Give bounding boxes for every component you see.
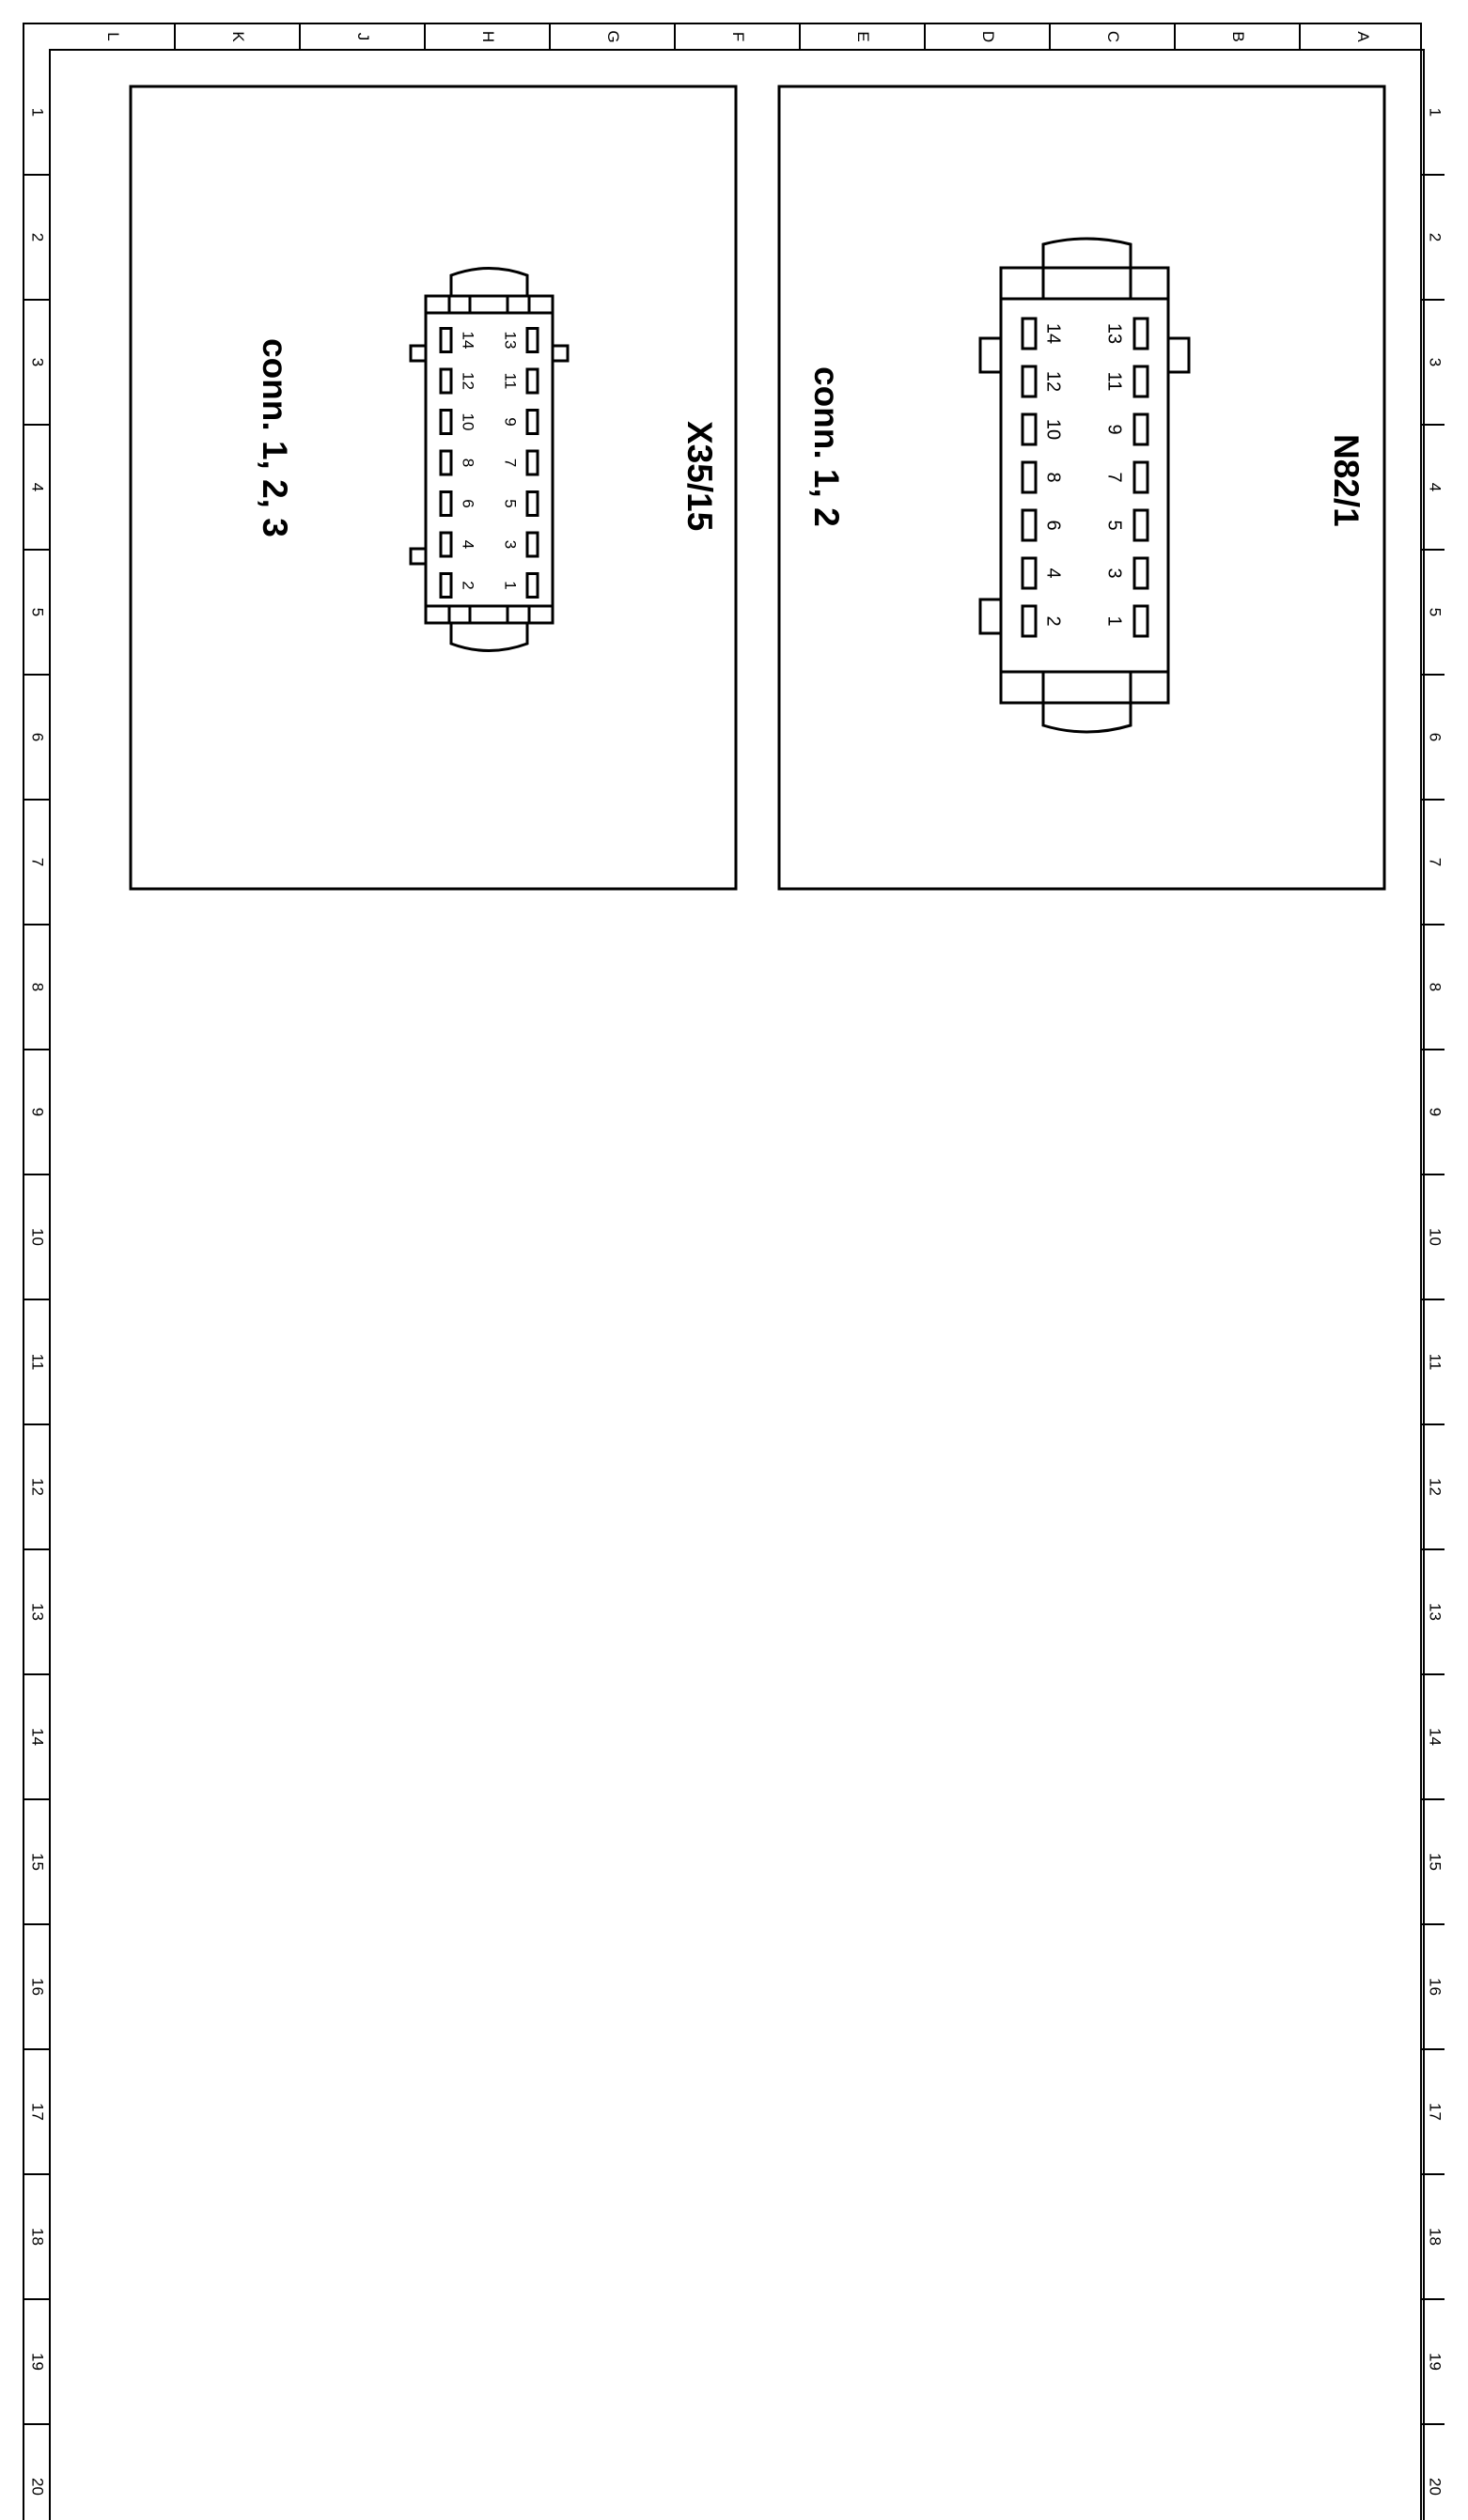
pin-cavity <box>1134 414 1148 444</box>
connector-key-top <box>411 346 426 361</box>
pin-cavity <box>527 533 538 556</box>
pin-number: 3 <box>1103 568 1125 579</box>
panel-x35-15 <box>131 86 736 889</box>
pin-number: 12 <box>459 372 477 390</box>
connector-n82-1 <box>980 239 1189 732</box>
pin-cavity <box>441 329 451 352</box>
pin-number: 1 <box>501 581 520 590</box>
row-zone-label-left: 2 <box>28 232 47 242</box>
pin-cavity <box>441 574 451 598</box>
connector-key-bottom <box>411 549 426 564</box>
row-zone-label-right: 1 <box>1426 107 1445 117</box>
connector-key-right <box>1168 338 1189 372</box>
pin-number: 3 <box>501 539 520 550</box>
row-zone-label-left: 5 <box>28 607 47 617</box>
zone-grid-ticks <box>23 23 1445 2424</box>
connector-bottom-latch <box>1043 703 1131 732</box>
pin-cavity <box>1023 319 1036 349</box>
connector-top-latch <box>1043 239 1131 268</box>
pin-cavity <box>1134 606 1148 636</box>
connector-body <box>1001 268 1168 703</box>
pin-cavity <box>1134 510 1148 540</box>
pin-number: 14 <box>1042 322 1064 345</box>
pin-cavity <box>441 411 451 434</box>
row-zone-label-left: 11 <box>28 1353 47 1371</box>
pin-labels-outer <box>1104 323 1125 627</box>
row-zone-label-left: 18 <box>28 2228 47 2246</box>
row-zone-label-right: 18 <box>1426 2228 1445 2246</box>
connector-top-latch <box>451 269 527 297</box>
pin-cavity <box>1023 606 1036 636</box>
pin-number: 1 <box>1103 615 1125 627</box>
pin-labels-outer <box>502 332 520 590</box>
pin-cavity <box>1134 319 1148 349</box>
row-zone-label-right: 6 <box>1426 732 1445 742</box>
pin-number: 12 <box>1042 370 1064 393</box>
pin-cavity <box>527 451 538 474</box>
row-zone-label-right: 19 <box>1426 2353 1445 2371</box>
panel-n82-1-title: N82/1 <box>1327 434 1366 527</box>
row-zone-label-right: 2 <box>1426 232 1445 242</box>
pin-cavity <box>1023 414 1036 444</box>
pin-cavity <box>527 369 538 393</box>
pin-cavity <box>1023 366 1036 397</box>
pin-cavity <box>441 451 451 474</box>
pin-number: 2 <box>1042 615 1064 627</box>
row-zone-label-left: 19 <box>28 2353 47 2371</box>
row-zone-label-left: 14 <box>28 1728 47 1746</box>
pin-cavity <box>527 574 538 598</box>
pin-number: 8 <box>459 458 477 468</box>
row-zone-label-left: 17 <box>28 2103 47 2121</box>
panel-x35-15-subtitle: conn. 1, 2, 3 <box>256 338 294 537</box>
column-zone-label: F <box>729 31 748 42</box>
row-zone-label-left: 1 <box>28 107 47 117</box>
row-zone-label-right: 5 <box>1426 607 1445 617</box>
column-zone-label: H <box>479 30 498 43</box>
row-zone-label-left: 6 <box>28 732 47 742</box>
pin-cavity <box>441 369 451 393</box>
row-zone-label-right: 11 <box>1426 1353 1445 1371</box>
pin-cavity <box>441 492 451 516</box>
row-zone-label-right: 10 <box>1426 1228 1445 1246</box>
connector-top-window <box>470 296 508 313</box>
column-zone-label: C <box>1104 30 1123 43</box>
pin-number: 6 <box>1042 520 1064 531</box>
column-zone-label: E <box>854 31 873 42</box>
pin-number: 2 <box>459 581 477 590</box>
pin-cavity <box>527 492 538 516</box>
row-zone-label-left: 12 <box>28 1478 47 1496</box>
pin-labels-inner <box>1043 323 1064 627</box>
row-zone-label-left: 15 <box>28 1853 47 1871</box>
panel-x35-15-frame <box>131 86 736 889</box>
pin-cavity <box>1134 462 1148 492</box>
panel-n82-1-subtitle: conn. 1, 2 <box>807 366 846 527</box>
row-zone-label-right: 9 <box>1426 1107 1445 1117</box>
pin-cavity <box>441 533 451 556</box>
row-zone-label-right: 7 <box>1426 857 1445 867</box>
row-zone-label-left: 3 <box>28 357 47 367</box>
panel-x35-15-title: X35/15 <box>680 421 719 532</box>
row-zone-label-right: 16 <box>1426 1978 1445 1996</box>
pin-number: 6 <box>459 499 477 508</box>
pin-cavity <box>1134 366 1148 397</box>
pin-number: 5 <box>501 499 520 508</box>
pin-labels-inner <box>460 332 477 590</box>
pin-cavity <box>1023 462 1036 492</box>
pin-number: 13 <box>1103 322 1125 345</box>
pin-number: 5 <box>1103 520 1125 531</box>
connector-key-bottom <box>980 599 1001 633</box>
connector-key-top <box>980 338 1001 372</box>
connector-bottom-latch <box>451 623 527 651</box>
row-zone-label-right: 12 <box>1426 1478 1445 1496</box>
pin-number: 7 <box>501 458 520 468</box>
column-zone-label: K <box>229 31 248 42</box>
pin-number: 11 <box>501 372 520 390</box>
sheet-outer-border <box>23 23 1421 2520</box>
column-zone-labels <box>104 30 1372 42</box>
row-zone-label-right: 3 <box>1426 357 1445 367</box>
column-zone-label: G <box>604 30 623 43</box>
row-zone-label-right: 17 <box>1426 2103 1445 2121</box>
pin-cavity <box>1023 558 1036 588</box>
pin-cavity <box>527 411 538 434</box>
row-zone-label-left: 20 <box>28 2478 47 2496</box>
pin-number: 9 <box>501 417 520 427</box>
pin-cavity <box>1023 510 1036 540</box>
row-zone-label-right: 13 <box>1426 1603 1445 1621</box>
pin-cavity <box>1134 558 1148 588</box>
row-zone-label-right: 20 <box>1426 2478 1445 2496</box>
pin-number: 10 <box>459 412 477 431</box>
pin-number: 9 <box>1103 424 1125 435</box>
pin-number: 11 <box>1103 371 1125 392</box>
row-zone-label-left: 9 <box>28 1107 47 1117</box>
row-zone-label-left: 10 <box>28 1228 47 1246</box>
row-zone-label-right: 15 <box>1426 1853 1445 1871</box>
pin-number: 4 <box>459 539 477 550</box>
row-zone-label-left: 16 <box>28 1978 47 1996</box>
pin-number: 14 <box>459 331 477 350</box>
row-zone-label-left: 7 <box>28 857 47 867</box>
connector-key-right <box>553 346 568 361</box>
pin-number: 10 <box>1042 418 1064 441</box>
column-zone-label: B <box>1229 31 1248 42</box>
panel-n82-1 <box>779 86 1384 889</box>
row-zone-label-left: 8 <box>28 982 47 992</box>
connector-x35-15 <box>411 269 568 651</box>
row-zone-label-right: 8 <box>1426 982 1445 992</box>
row-zone-label-left: 4 <box>28 482 47 492</box>
row-zone-label-left: 13 <box>28 1603 47 1621</box>
column-zone-label: D <box>979 30 998 43</box>
connector-bottom-window <box>470 606 508 623</box>
pin-number: 8 <box>1042 472 1064 483</box>
row-zone-label-right: 4 <box>1426 482 1445 492</box>
column-zone-label: J <box>354 32 373 41</box>
column-zone-label: A <box>1354 31 1373 42</box>
row-zone-label-right: 14 <box>1426 1728 1445 1746</box>
panel-n82-1-frame <box>779 86 1384 889</box>
pin-number: 13 <box>501 331 520 350</box>
pin-cavity <box>527 329 538 352</box>
pin-number: 7 <box>1103 472 1125 483</box>
column-zone-label: L <box>104 32 123 41</box>
pin-number: 4 <box>1042 568 1064 579</box>
